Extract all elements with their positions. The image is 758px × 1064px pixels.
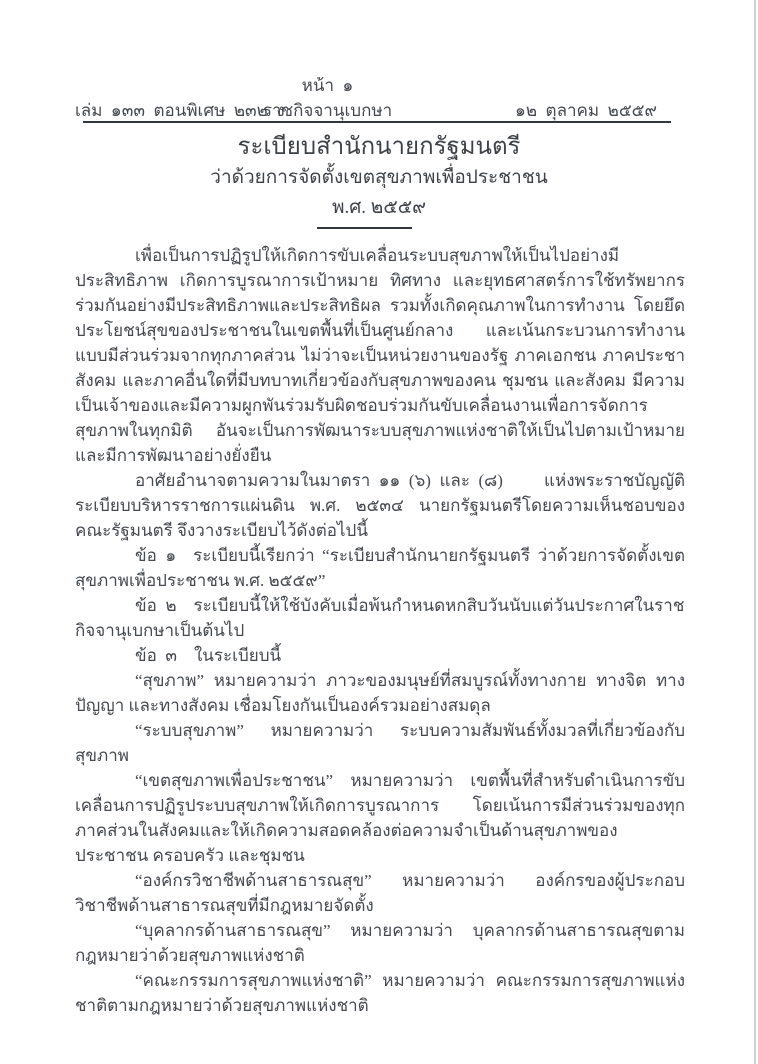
title-block	[0, 131, 758, 223]
header-rule	[83, 121, 671, 123]
title-rule	[317, 227, 412, 229]
gazette-name: ราชกิจจานุเบกษา	[262, 101, 393, 120]
document-body	[75, 243, 685, 1018]
paragraph-clause-3: ข้อ ๓ ในระเบียบนี้	[135, 646, 282, 665]
paragraph-clause-2: ข้อ ๒ ระเบียบนี้ให้ใช้บังคับเมื่อพ้นกำหนดหกสิบวันนับแต่วันประกาศในราชกิจจานุเบกษาเป็นต้นไป	[75, 596, 685, 640]
doc-title: ระเบียบสำนักนายกรัฐมนตรี	[237, 134, 521, 160]
paragraph-preamble-1: เพื่อเป็นการปฏิรูปให้เกิดการขับเคลื่อนระบบสุขภาพให้เป็นไปอย่างมีประสิทธิภาพ เกิดการบูรณาการเป้าหมาย ทิศทาง และยุทธศาสตร์การใช้ทรัพยากรร่วมกันอย่างมีประสิทธิภาพและประสิทธิผล รวมทั้งเกิดคุณภาพในการทำงาน โดยยึดประโยชน์สุขของประชาชนในเขตพื้นที่เป็นศูนย์กลาง และเน้นกระบวนการทำงานแบบมีส่วนร่วมจากทุกภาคส่วน ไม่ว่าจะเป็นหน่วยงานของรัฐ ภาคเอกชน ภาคประชาสังคม และภาคอื่นใดที่มีบทบาทเกี่ยวข้องกับสุขภาพของคน ชุมชน และสังคม มีความเป็นเจ้าของและมีความผูกพันร่วมรับผิดชอบร่วมกันขับเคลื่อนงานเพื่อการจัดการสุขภาพในทุกมิติ อันจะเป็นการพัฒนาระบบสุขภาพแห่งชาติให้เป็นไปตามเป้าหมายและมีการพัฒนาอย่างยั่งยืน	[75, 246, 685, 465]
paragraph-definition-national-committee: “คณะกรรมการสุขภาพแห่งชาติ” หมายความว่า คณะกรรมการสุขภาพแห่งชาติตามกฎหมายว่าด้วยสุขภาพแห่งชาติ	[75, 971, 685, 1015]
publication-date: ๑๒ ตุลาคม ๒๕๕๙	[515, 101, 657, 120]
doc-subtitle: ว่าด้วยการจัดตั้งเขตสุขภาพเพื่อประชาชน	[210, 167, 548, 188]
doc-year: พ.ศ. ๒๕๕๙	[331, 197, 427, 218]
page-number: หน้า ๑	[301, 76, 354, 95]
paragraph-clause-1: ข้อ ๑ ระเบียบนี้เรียกว่า “ระเบียบสำนักนายกรัฐมนตรี ว่าด้วยการจัดตั้งเขตสุขภาพเพื่อประชาชน พ.ศ. ๒๕๕๙”	[75, 546, 685, 590]
paragraph-definition-health-personnel: “บุคลากรด้านสาธารณสุข” หมายความว่า บุคลากรด้านสาธารณสุขตามกฎหมายว่าด้วยสุขภาพแห่งชาติ	[75, 921, 685, 965]
paragraph-definition-health-system: “ระบบสุขภาพ” หมายความว่า ระบบความสัมพันธ์ทั้งมวลที่เกี่ยวข้องกับสุขภาพ	[75, 721, 685, 765]
paragraph-definition-professional-org: “องค์กรวิชาชีพด้านสาธารณสุข” หมายความว่า องค์กรของผู้ประกอบวิชาชีพด้านสาธารณสุขที่มีกฎหมายจัดตั้ง	[75, 871, 685, 915]
paragraph-preamble-2: อาศัยอำนาจตามความในมาตรา ๑๑ (๖) และ (๘) แห่งพระราชบัญญัติระเบียบบริหารราชการแผ่นดิน พ.ศ. ๒๕๓๔ นายกรัฐมนตรีโดยความเห็นชอบของคณะรัฐมนตรี จึงวางระเบียบไว้ดังต่อไปนี้	[75, 471, 685, 540]
paragraph-definition-health: “สุขภาพ” หมายความว่า ภาวะของมนุษย์ที่สมบูรณ์ทั้งทางกาย ทางจิต ทางปัญญา และทางสังคม เชื่อมโยงกันเป็นองค์รวมอย่างสมดุล	[75, 671, 685, 715]
volume-info: เล่ม ๑๓๓ ตอนพิเศษ ๒๓๒ ง	[75, 101, 285, 120]
paragraph-definition-health-zone: “เขตสุขภาพเพื่อประชาชน” หมายความว่า เขตพื้นที่สำหรับดำเนินการขับเคลื่อนการปฏิรูประบบสุขภาพให้เกิดการบูรณาการ โดยเน้นการมีส่วนร่วมของทุกภาคส่วนในสังคมและให้เกิดความสอดคล้องต่อความจำเป็นด้านสุขภาพของประชาชน ครอบครัว และชุมชน	[75, 771, 685, 865]
